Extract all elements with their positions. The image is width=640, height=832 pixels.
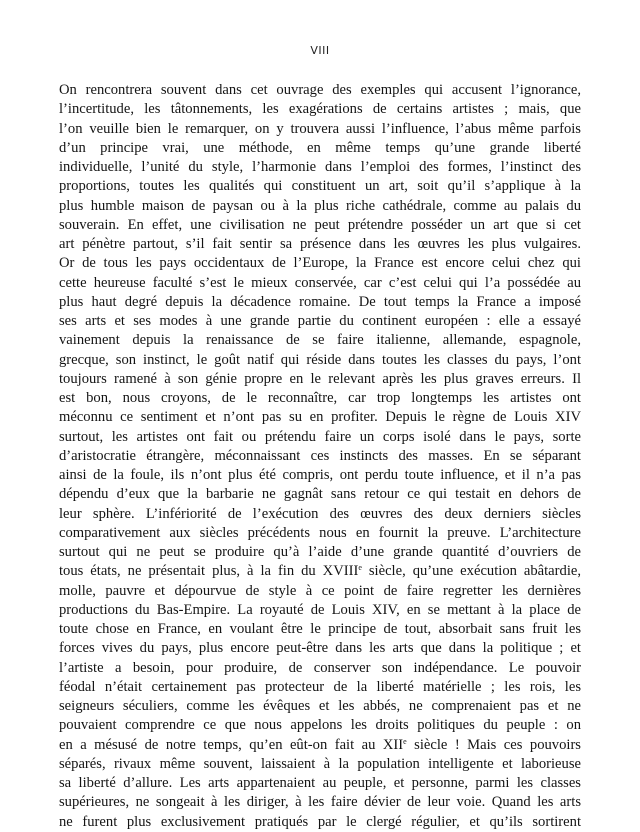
text-line: féodal n’était certainement pas protecteur de la liberté matérielle ; les rois, les — [59, 678, 581, 695]
text-line: est bon, nous croyons, de le reconnaître, car trop longtemps les artistes ont — [59, 390, 581, 406]
text-line: surtout qui ne peut se produire qu’à l’aide d’une grande quantité d’ouvriers de — [59, 544, 581, 560]
text-line: dépendu d’eux que la barbarie ne gagnât sans retour ce qui testait en dehors de — [59, 486, 581, 503]
text-line: ses arts et ses modes à une grande partie du continent européen : elle a essayé — [59, 313, 581, 329]
superscript: e — [403, 736, 407, 746]
text-segment: siècle ! Mais ces pouvoirs — [406, 736, 581, 753]
text-line: grecque, son instinct, le goût natif qui réside dans toutes les classes du pays, l’ont — [59, 351, 581, 368]
text-line: l’artiste a besoin, pour produire, de conserver son indépendance. Le pouvoir — [59, 659, 581, 676]
text-line: supérieures, ne songeait à les diriger, à les faire dévier de leur voie. Quand les arts — [59, 794, 581, 811]
text-segment: tous états, ne présentait plus, à la fin du XVIII — [59, 563, 359, 580]
text-line: toute chose en France, en voulant être le principe de tout, absorbait sans fruit les — [59, 621, 581, 637]
text-line: ne furent plus exclusivement pratiqués par le clergé régulier, et qu’ils sortirent — [59, 813, 581, 830]
superscript: e — [358, 563, 362, 573]
text-line: individuelle, l’unité du style, l’harmonie dans l’emploi des formes, l’instinct des — [59, 159, 581, 175]
text-line: Or de tous les pays occidentaux de l’Europe, la France est encore celui chez qui — [59, 255, 581, 272]
text-line: d’un principe vrai, une méthode, en même temps qu’une grande liberté — [59, 139, 581, 156]
text-line: surtout, les artistes ont fait ou prétendu faire un corps isolé dans le pays, sorte — [59, 428, 581, 445]
text-line: d’aristocratie étrangère, méconnaissant ces instincts des masses. En se séparant — [59, 447, 581, 464]
text-line: art pénètre partout, s’il fait sentir sa présence dans les œuvres les plus vulgaires. — [59, 236, 581, 252]
text-line: leur sphère. L’infériorité de l’exécution des œuvres des deux derniers siècles — [59, 505, 581, 522]
text-line — [59, 736, 581, 755]
text-line: toujours ramené à son génie propre en le relevant après les plus graves erreurs. Il — [59, 370, 581, 387]
body-paragraph — [59, 81, 581, 832]
text-line: l’incertitude, les tâtonnements, les exagérations de certains artistes ; mais, que — [59, 101, 581, 118]
text-line: cette heureuse faculté s’est le mieux conservée, car c’est celui qui l’a possédée au — [59, 274, 581, 291]
text-line — [59, 562, 581, 581]
text-line: plus humble maison de paysan ou à la plus riche cathédrale, comme au palais du — [59, 197, 581, 214]
text-segment: en a mésusé de notre temps, qu’en eût-on fait au XII — [59, 736, 404, 753]
text-line: On rencontrera souvent dans cet ouvrage des exemples qui accusent l’ignorance, — [59, 82, 581, 98]
page-number: VIII — [310, 44, 330, 57]
text-line: séparés, rivaux même souvent, laissaient à la population intelligente et laborieuse — [59, 755, 581, 772]
text-line: molle, pauvre et dépourvue de style à ce point de faire regretter les dernières — [59, 582, 581, 599]
text-line: ainsi de la foule, ils n’ont plus été compris, ont perdu toute influence, et il n’a pas — [59, 467, 581, 483]
text-line: sa liberté d’allure. Les arts appartenaient au peuple, et personne, parmi les classes — [59, 775, 581, 791]
text-line: pouvaient comprendre ce que nous appelons les droits politiques du peuple : on — [59, 717, 581, 734]
text-line: l’on veuille bien le remarquer, on y trouvera aussi l’influence, l’abus même parfois — [59, 120, 581, 137]
text-line: proportions, toutes les qualités qui constituent un art, soit qu’il s’applique à la — [59, 178, 581, 195]
text-line: plus haut degré depuis la décadence romaine. De tout temps la France a imposé — [59, 293, 581, 310]
text-line: souverain. En effet, une civilisation ne peut prétendre posséder un art que si cet — [59, 216, 581, 233]
text-line: seigneurs séculiers, comme les évêques et les abbés, ne comprenaient pas et ne — [59, 698, 581, 714]
text-line: forces vives du pays, plus encore peut-être dans les arts que dans la politique ; et — [59, 640, 581, 657]
text-line: méconnu ce sentiment et n’ont pas su en profiter. Depuis le règne de Louis XIV — [59, 409, 581, 426]
text-line: productions du Bas-Empire. La royauté de Louis XIV, en se mettant à la place de — [59, 601, 581, 618]
text-segment: siècle, qu’une exécution abâtardie, — [361, 563, 581, 580]
text-line: comparativement aux siècles précédents nous en fournit la preuve. L’architecture — [59, 524, 581, 541]
text-line: vainement depuis la renaissance de se faire italienne, allemande, espagnole, — [59, 332, 581, 349]
